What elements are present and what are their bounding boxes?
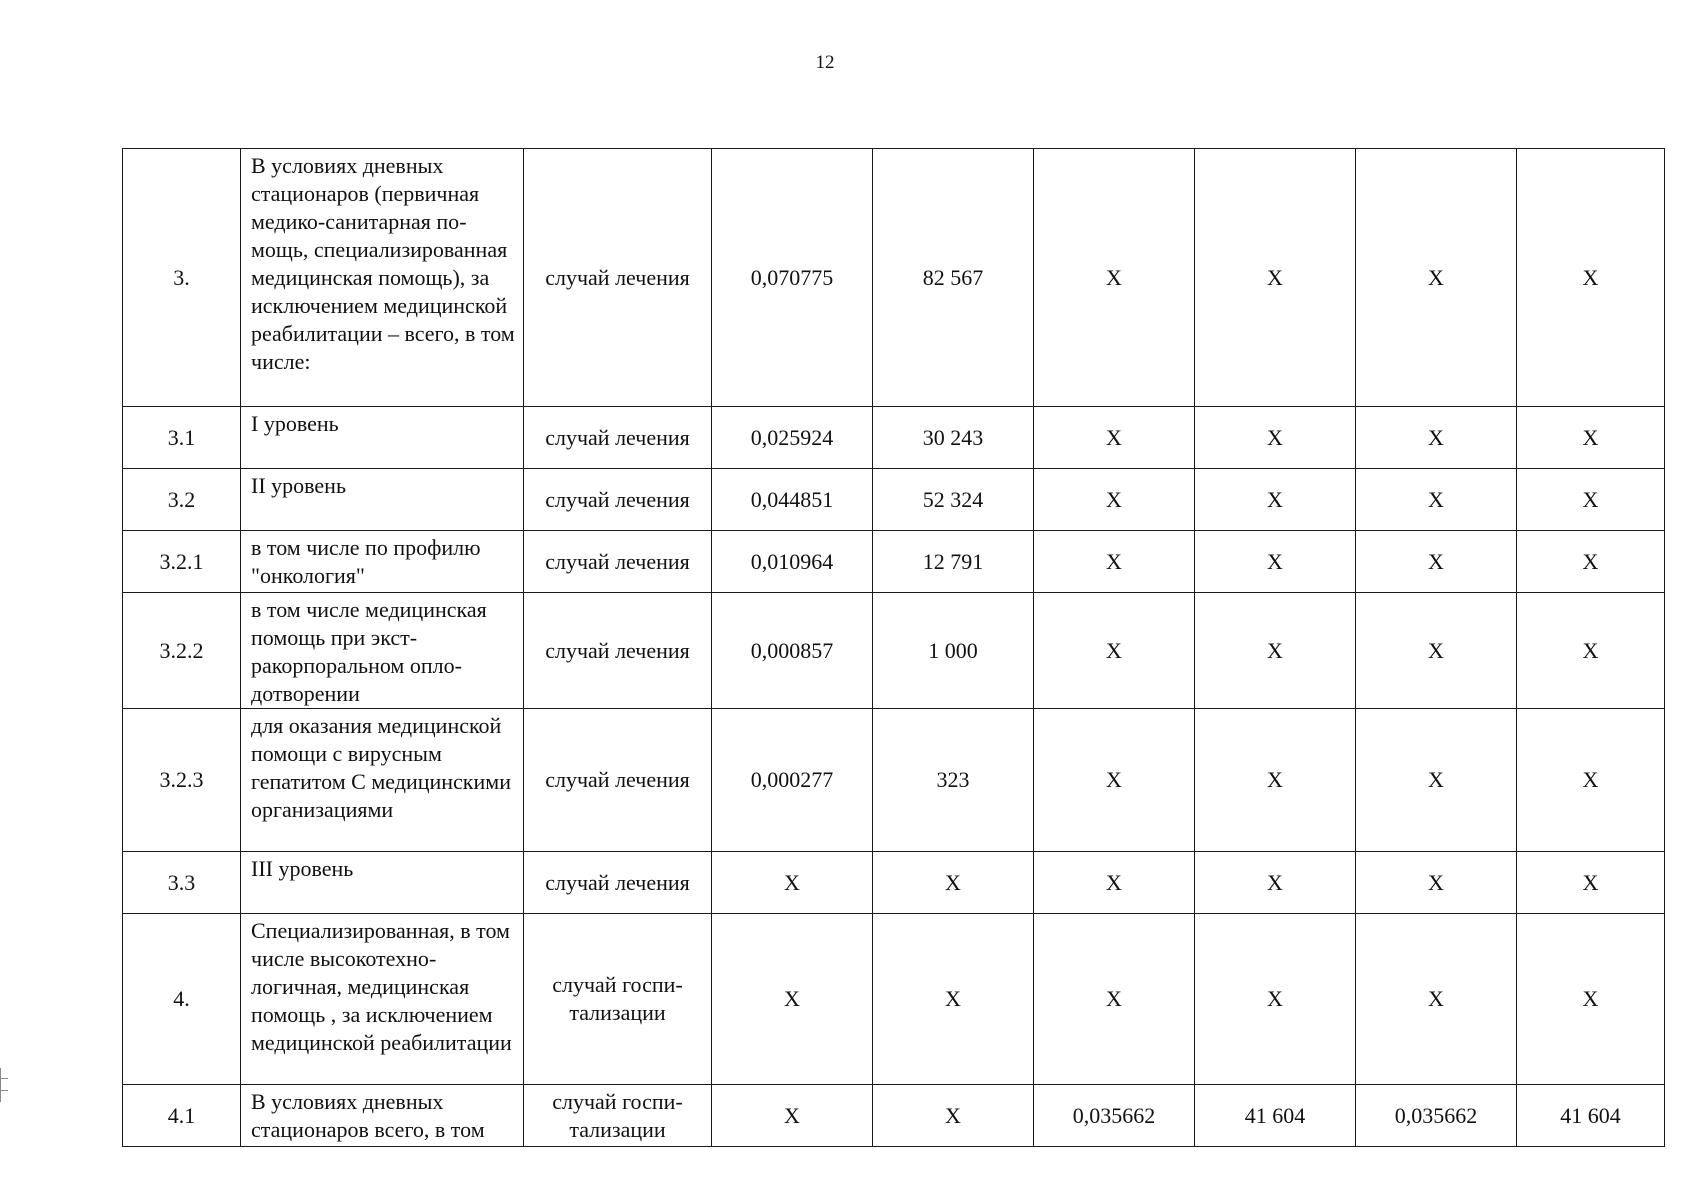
value-cell: 323 xyxy=(873,709,1034,852)
row-number-cell: 3. xyxy=(123,149,241,407)
scan-margin-marks xyxy=(0,1068,9,1102)
value-cell: X xyxy=(1356,914,1517,1085)
table-row xyxy=(123,531,1665,593)
value-cell: X xyxy=(1034,531,1195,593)
table-row xyxy=(123,149,1665,407)
normative-table xyxy=(122,148,1665,1147)
row-number-cell: 3.1 xyxy=(123,407,241,469)
value-cell: 82 567 xyxy=(873,149,1034,407)
row-number-cell: 4.1 xyxy=(123,1085,241,1147)
row-number-cell: 3.3 xyxy=(123,852,241,914)
value-cell: X xyxy=(873,1085,1034,1147)
unit-cell: случай лечения xyxy=(524,852,712,914)
unit-cell: случай лечения xyxy=(524,469,712,531)
value-cell: X xyxy=(712,852,873,914)
value-cell: X xyxy=(1517,531,1665,593)
table-row xyxy=(123,1085,1665,1147)
value-cell: X xyxy=(1034,469,1195,531)
value-cell: X xyxy=(873,914,1034,1085)
value-cell: X xyxy=(1356,407,1517,469)
table-row xyxy=(123,852,1665,914)
unit-cell: случай лечения xyxy=(524,149,712,407)
page-number: 12 xyxy=(815,52,835,73)
table-row xyxy=(123,593,1665,709)
value-cell: 41 604 xyxy=(1195,1085,1356,1147)
value-cell: X xyxy=(1034,709,1195,852)
value-cell: 12 791 xyxy=(873,531,1034,593)
value-cell: X xyxy=(1517,149,1665,407)
row-name-cell: Специализированная, в том числе высокотехнологичная, медицинская помощь , за исключением медицинской реабилитации xyxy=(241,914,524,1085)
value-cell: X xyxy=(1034,149,1195,407)
value-cell: 52 324 xyxy=(873,469,1034,531)
value-cell: X xyxy=(1517,914,1665,1085)
value-cell: X xyxy=(1356,531,1517,593)
unit-cell: случай лечения xyxy=(524,709,712,852)
value-cell: X xyxy=(1517,469,1665,531)
value-cell: 0,035662 xyxy=(1356,1085,1517,1147)
unit-cell: случай госпитализации xyxy=(524,1085,712,1147)
value-cell: X xyxy=(1195,149,1356,407)
value-cell: 0,044851 xyxy=(712,469,873,531)
value-cell: X xyxy=(1195,593,1356,709)
value-cell: X xyxy=(1517,407,1665,469)
row-name-cell: в том числе медицинская помощь при экстракорпоральном оплодотворении xyxy=(241,593,524,709)
value-cell: X xyxy=(1034,407,1195,469)
value-cell: X xyxy=(712,1085,873,1147)
value-cell: 0,010964 xyxy=(712,531,873,593)
table-row xyxy=(123,709,1665,852)
row-name-cell: В условиях дневных стационаров всего, в том xyxy=(241,1085,524,1147)
value-cell: 0,035662 xyxy=(1034,1085,1195,1147)
value-cell: X xyxy=(1517,852,1665,914)
unit-cell: случай лечения xyxy=(524,531,712,593)
value-cell: 0,000277 xyxy=(712,709,873,852)
table-row xyxy=(123,469,1665,531)
row-name-cell: II уровень xyxy=(241,469,524,531)
value-cell: 41 604 xyxy=(1517,1085,1665,1147)
value-cell: X xyxy=(712,914,873,1085)
value-cell: X xyxy=(1356,593,1517,709)
row-name-cell: III уровень xyxy=(241,852,524,914)
value-cell: X xyxy=(873,852,1034,914)
value-cell: 30 243 xyxy=(873,407,1034,469)
row-number-cell: 3.2.3 xyxy=(123,709,241,852)
value-cell: X xyxy=(1195,709,1356,852)
row-number-cell: 4. xyxy=(123,914,241,1085)
row-number-cell: 3.2 xyxy=(123,469,241,531)
row-name-cell: I уровень xyxy=(241,407,524,469)
value-cell: X xyxy=(1034,914,1195,1085)
value-cell: X xyxy=(1356,709,1517,852)
value-cell: X xyxy=(1517,593,1665,709)
value-cell: X xyxy=(1195,531,1356,593)
value-cell: 1 000 xyxy=(873,593,1034,709)
value-cell: X xyxy=(1034,593,1195,709)
value-cell: X xyxy=(1517,709,1665,852)
value-cell: 0,070775 xyxy=(712,149,873,407)
unit-cell: случай лечения xyxy=(524,407,712,469)
row-name-cell: В условиях дневных стационаров (первичная медико-санитарная помощь, специализированная медицинская помощь), за исключением медицинской реабилитации – всего, в том числе: xyxy=(241,149,524,407)
value-cell: X xyxy=(1356,469,1517,531)
value-cell: X xyxy=(1195,852,1356,914)
value-cell: 0,025924 xyxy=(712,407,873,469)
value-cell: X xyxy=(1356,852,1517,914)
row-name-cell: в том числе по профилю "онкология" xyxy=(241,531,524,593)
value-cell: X xyxy=(1195,407,1356,469)
unit-cell: случай лечения xyxy=(524,593,712,709)
value-cell: X xyxy=(1034,852,1195,914)
unit-cell: случай госпитализации xyxy=(524,914,712,1085)
value-cell: X xyxy=(1195,914,1356,1085)
value-cell: 0,000857 xyxy=(712,593,873,709)
value-cell: X xyxy=(1356,149,1517,407)
row-number-cell: 3.2.1 xyxy=(123,531,241,593)
table-row xyxy=(123,407,1665,469)
table-row xyxy=(123,914,1665,1085)
value-cell: X xyxy=(1195,469,1356,531)
row-name-cell: для оказания медицинской помощи с вирусным гепатитом С медицинскими организациями xyxy=(241,709,524,852)
row-number-cell: 3.2.2 xyxy=(123,593,241,709)
